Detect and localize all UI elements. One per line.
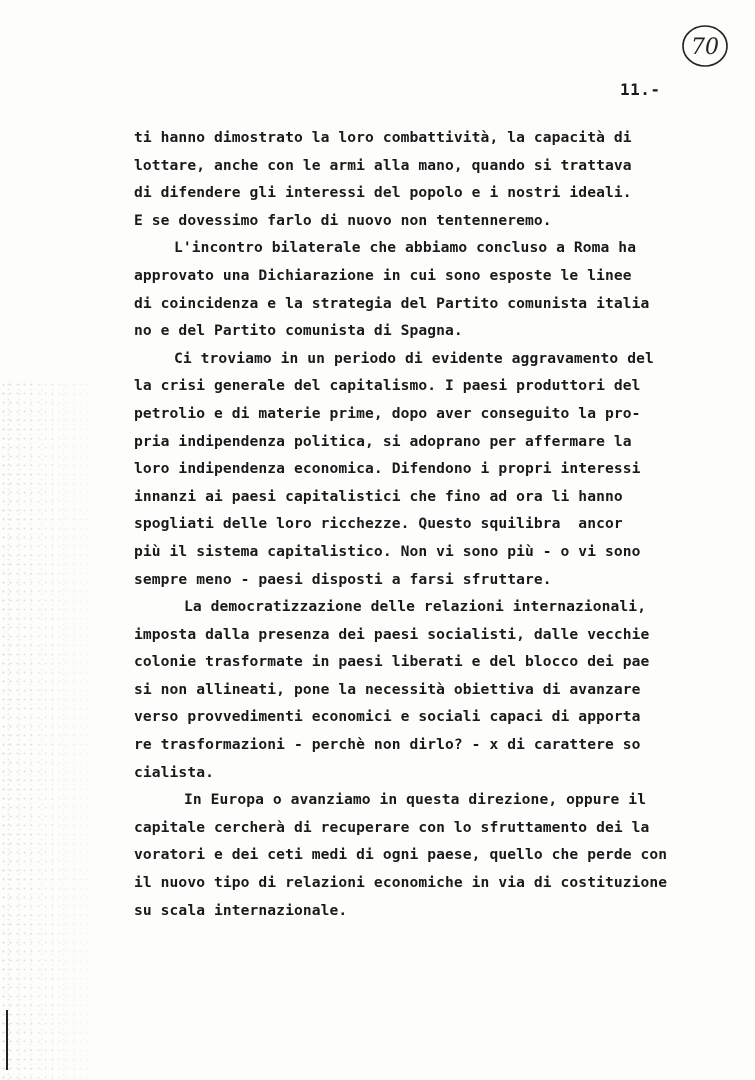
text-line: lottare, anche con le armi alla mano, quando si trattava	[134, 156, 632, 174]
text-line: ti hanno dimostrato la loro combattività, la capacità di	[134, 129, 632, 146]
text-line: colonie trasformate in paesi liberati e del blocco dei pae	[134, 653, 650, 671]
text-line: innanzi ai paesi capitalistici che fino ad ora li hanno	[134, 487, 623, 505]
folio-stamp	[680, 22, 730, 70]
paragraph-start-line: La democratizzazione delle relazioni internazionali,	[184, 598, 647, 616]
text-line: capitale cercherà di recuperare con lo sfruttamento dei la	[134, 818, 650, 836]
folio-circle	[680, 22, 730, 70]
text-line: imposta dalla presenza dei paesi socialisti, dalle vecchie	[134, 625, 650, 643]
text-line: di coincidenza e la strategia del Partito comunista italia	[134, 294, 650, 312]
text-line: re trasformazioni - perchè non dirlo? - x di carattere so	[134, 736, 641, 754]
paragraph-start-line: In Europa o avanziamo in questa direzione, oppure il	[184, 791, 647, 809]
text-line: no e del Partito comunista di Spagna.	[134, 322, 463, 340]
text-line: sempre meno - paesi disposti a farsi sfruttare.	[134, 570, 552, 588]
folio-number: 70	[691, 35, 719, 60]
margin-photocopy-noise	[0, 380, 110, 1080]
text-line: loro indipendenza economica. Difendono i propri interessi	[134, 460, 641, 478]
margin-mark	[6, 1010, 8, 1070]
paragraph-start-line: L'incontro bilaterale che abbiamo concluso a Roma ha	[174, 239, 637, 257]
page-number: 11.-	[620, 80, 661, 99]
text-line: si non allineati, pone la necessità obiettiva di avanzare	[134, 680, 641, 698]
text-line: cialista.	[134, 763, 214, 781]
text-line: E se dovessimo farlo di nuovo non tentenneremo.	[134, 211, 552, 229]
text-line: su scala internazionale.	[134, 901, 348, 919]
text-line: il nuovo tipo di relazioni economiche in via di costituzione	[134, 874, 668, 892]
text-line: petrolio e di materie prime, dopo aver conseguito la pro-	[134, 404, 641, 422]
text-line: più il sistema capitalistico. Non vi sono più - o vi sono	[134, 542, 641, 560]
body-text	[134, 124, 714, 924]
text-line: voratori e dei ceti medi di ogni paese, quello che perde con	[134, 846, 668, 864]
text-line: verso provvedimenti economici e sociali capaci di apporta	[134, 708, 641, 726]
text-line: pria indipendenza politica, si adoprano per affermare la	[134, 432, 632, 450]
text-line: spogliati delle loro ricchezze. Questo squilibra ancor	[134, 515, 623, 533]
text-line: approvato una Dichiarazione in cui sono esposte le linee	[134, 266, 632, 284]
text-line: di difendere gli interessi del popolo e i nostri ideali.	[134, 184, 632, 202]
paragraph-start-line: Ci troviamo in un periodo di evidente aggravamento del	[174, 349, 654, 367]
text-line: la crisi generale del capitalismo. I paesi produttori del	[134, 377, 641, 395]
